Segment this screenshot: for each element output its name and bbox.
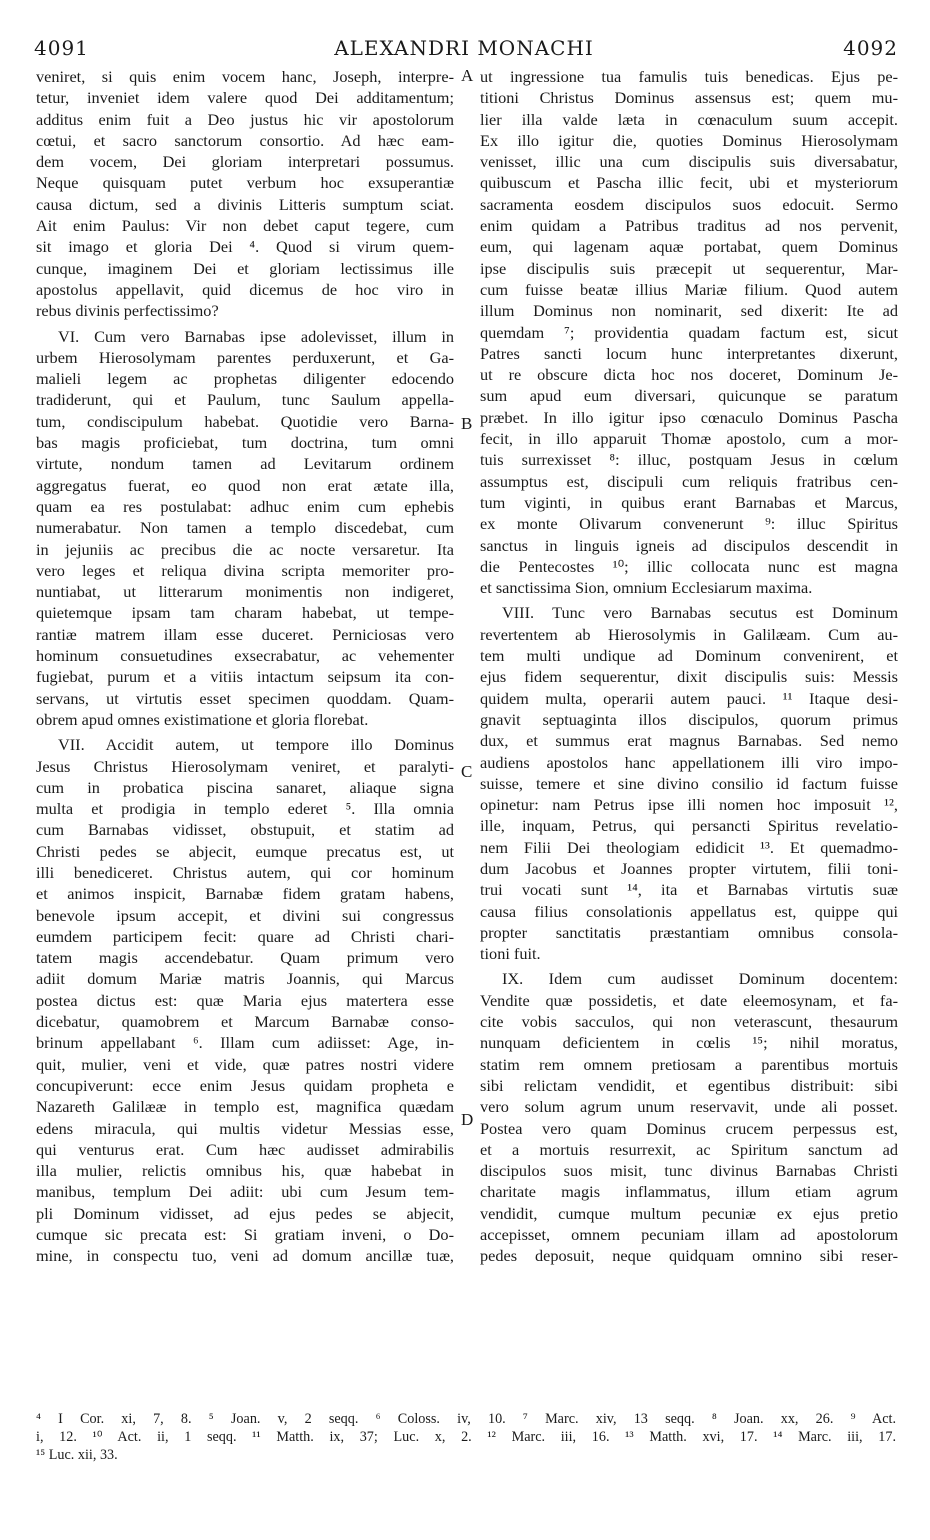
page-number-left: 4091	[34, 36, 89, 60]
page-number-right: 4092	[843, 36, 898, 60]
text-line: dem vocem, Dei gloriam interpretari possumus.	[36, 152, 454, 172]
text-line: adiit domum Mariæ matris Joannis, qui Marcus	[36, 969, 454, 989]
text-line: præbet. In illo igitur ipso cœnaculo Dominus Pascha	[480, 407, 898, 427]
text-line: tem multi undique ad Dominum convenirent, et	[480, 646, 898, 666]
text-line: Ait enim Paulus: Vir non debet caput tegere, cum	[36, 216, 454, 236]
text-line: sum apud eum diversari, quicunque se paratum	[480, 386, 898, 406]
footnote-line: i, 12. ¹⁰ Act. ii, 1 seqq. ¹¹ Matth. ix, 37; Luc. x, 2. ¹² Marc. iii, 16. ¹³ Matth. xvi, 17. ¹⁴ Marc. iii, 17.	[36, 1429, 896, 1445]
text-line: Postea vero quam Dominus crucem perpessus est,	[480, 1118, 898, 1138]
text-line: audiens apostolos hanc appellationem illi viro impo-	[480, 752, 898, 772]
left-column	[36, 66, 454, 1267]
text-line: brinum appellabant ⁶. Illam cum adiisset: Age, in-	[36, 1033, 454, 1053]
text-line: mine, in conspectu tuo, veni ad domum ancillæ tuæ,	[36, 1246, 454, 1266]
text-line: VI. Cum vero Barnabas ipse adolevisset, illum in	[58, 326, 454, 346]
footnote-line: ⁴ I Cor. xi, 7, 8. ⁵ Joan. v, 2 seqq. ⁶ Coloss. iv, 10. ⁷ Marc. xiv, 13 seqq. ⁸ Joan. xx, 26. ⁹ Act.	[36, 1411, 896, 1427]
text-line: veniret, si quis enim vocem hanc, Joseph, interpre-	[36, 67, 454, 86]
margin-marker-a: A	[461, 66, 474, 85]
text-line: ille, inquam, Petrus, qui persancti Spiritus revelatio-	[480, 816, 898, 836]
text-line: pli Dominum vidisset, ad ejus pedes se abjecit,	[36, 1203, 454, 1223]
text-line: concupiverunt: ecce enim Jesus quidam propheta e	[36, 1075, 454, 1095]
text-line: tuis surrexisset ⁸: illuc, postquam Jesus in cœlum	[480, 450, 898, 470]
text-line: Christi pedes se abjecit, eumque precatus est, ut	[36, 841, 454, 861]
text-line: Ex illo igitur die, quoties Dominus Hierosolymam	[480, 130, 898, 150]
text-line: IX. Idem cum audisset Dominum docentem:	[502, 969, 898, 989]
text-line: additus enim fuit a Deo justus hic vir apostolorum	[36, 109, 454, 129]
text-line: sanctus in linguis igneis ad discipulos descendit in	[480, 535, 898, 555]
text-line: enim quidam a Patribus traditus ad nos pervenit,	[480, 216, 898, 236]
text-line: sibi relictam vendidit, et egentibus distribuit: sibi	[480, 1075, 898, 1095]
text-line: quidem multa, operarii autem pauci. ¹¹ Itaque desi-	[480, 688, 898, 708]
text-line: dicebatur, quamobrem et Marcum Barnabæ conso-	[36, 1012, 454, 1032]
text-line: aggregatus fuerat, eo quod non erat ætate illa,	[36, 475, 454, 495]
text-line: ex monte Olivarum convenerunt ⁹: illuc Spiritus	[480, 514, 898, 534]
text-line: gnavit septuaginta illos discipulos, quorum primus	[480, 709, 898, 729]
text-line: eum, qui lagenam aquæ portabat, quem Dominus	[480, 237, 898, 257]
text-line: Patres sancti locum hunc interpretantes dixerunt,	[480, 343, 898, 363]
text-line: tatem magis accendebatur. Quam primum vero	[36, 948, 454, 968]
text-line: fugiebat, purum et a vitiis intactum seipsum ita con-	[36, 667, 454, 687]
text-line: ut ingressione tua famulis tuis benedicas. Ejus pe-	[480, 67, 898, 86]
text-line: numerabatur. Non tamen a templo discedebat, cum	[36, 518, 454, 538]
text-line: quietemque ipsam tam charam habebat, ut tempe-	[36, 603, 454, 623]
text-line: obrem apud omnes existimatione et gloria florebat.	[36, 709, 369, 729]
text-line: suisse, temere et sine divino consilio id factum fuisse	[480, 773, 898, 793]
text-line: illa mulier, relictis omnibus his, quæ habebat in	[36, 1161, 454, 1181]
text-line: et animos inspicit, Barnabæ fidem gratam habens,	[36, 884, 454, 904]
text-line: Vendite quæ possidetis, et date eleemosynam, et fa-	[480, 990, 898, 1010]
text-line: cite vobis sacculos, qui non veterascunt, thesaurum	[480, 1012, 898, 1032]
text-line: accepisset, omnem pecuniam illam ad apostolorum	[480, 1225, 898, 1245]
text-line: cum fuisse beatæ illius Mariæ filium. Quod autem	[480, 279, 898, 299]
text-line: ipse discipulis suis præcepit ut sequerentur, Mar-	[480, 258, 898, 278]
running-header	[34, 36, 898, 62]
text-line: Nazareth Galilææ in templo est, magnifica quædam	[36, 1097, 454, 1117]
text-line: illi benediceret. Christus autem, qui cor hominum	[36, 862, 454, 882]
text-line: cum in probatica piscina sanaret, aliaque signa	[36, 777, 454, 797]
text-line: cum Barnabas vidisset, obstupuit, et statim ad	[36, 820, 454, 840]
text-line: revertentem ab Hierosolymis in Galilæam. Cum au-	[480, 624, 898, 644]
text-line: illum Dominus non nominarit, sed dixerit: Ite ad	[480, 301, 898, 321]
text-line: lier illa valde læta in cœnaculum suum accepit.	[480, 109, 898, 129]
text-line: tradiderunt, qui et Paulum, tunc Saulum appella-	[36, 390, 454, 410]
text-line: pedes deposuit, neque quidquam omnino sibi reser-	[480, 1246, 898, 1266]
text-line: quibuscum et Pascha illic fecit, ubi et mysteriorum	[480, 173, 898, 193]
text-line: quam ea res postulabat: adhuc enim cum ephebis	[36, 496, 454, 516]
text-line: bas magis proficiebat, tum doctrina, tum omni	[36, 433, 454, 453]
text-line: cumque sic precata est: Si gratiam inveni, o Do-	[36, 1225, 454, 1245]
running-title: ALEXANDRI MONACHI	[334, 36, 594, 60]
text-line: assumptus est, discipuli cum reliquis fratribus cen-	[480, 471, 898, 491]
text-line: multa et prodigia in templo ederet ⁵. Illa omnia	[36, 799, 454, 819]
text-line: urbem Hierosolymam parentes perduxerunt, et Ga-	[36, 347, 454, 367]
text-line: ejus fidem sequerentur, dixit discipulis suis: Messis	[480, 667, 898, 687]
text-line: quit, mulier, veni et vide, quæ patres nostri videre	[36, 1054, 454, 1074]
text-line: dum Jacobus et Joannes propter virtutem, filii toni-	[480, 858, 898, 878]
text-line: nem Filii Dei theologiam edidicit ¹³. Et quemadmo-	[480, 837, 898, 857]
text-line: cunque, imaginem Dei et gloriam lectissimus ille	[36, 258, 454, 278]
text-line: VIII. Tunc vero Barnabas secutus est Dominum	[502, 603, 898, 623]
text-line: charitate magis inflammatus, illum etiam agrum	[480, 1182, 898, 1202]
text-line: fecit, in illo apparuit Thomæ apostolo, cum a mor-	[480, 429, 898, 449]
text-line: quemdam ⁷; providentia quadam factum est, sicut	[480, 322, 898, 342]
text-line: opinetur: nam Petrus ipse illi nomen hoc imposuit ¹²,	[480, 795, 898, 815]
text-line: edens miracula, qui multis videtur Messias esse,	[36, 1118, 454, 1138]
text-line: manibus, templum Dei adiit: ubi cum Jesum tem-	[36, 1182, 454, 1202]
text-line: VII. Accidit autem, ut tempore illo Dominus	[58, 735, 454, 755]
text-line: cœtui, et sacro sanctorum consortio. Ad hæc eam-	[36, 130, 454, 150]
text-line: die Pentecostes ¹⁰; illic collocata nunc est magna	[480, 556, 898, 576]
text-line: et a mortuis resurrexit, ac Spiritum sanctum ad	[480, 1139, 898, 1159]
text-line: hominum consuetudines exsecrabatur, ac vehementer	[36, 646, 454, 666]
text-line: nunquam deficientem in cœlis ¹⁵; nihil moratus,	[480, 1033, 898, 1053]
text-line: vero solum agrum unum reservavit, unde ali posset.	[480, 1097, 898, 1117]
text-line: malieli legem ac prophetas diligenter edocendo	[36, 369, 454, 389]
text-line: qui venturus erat. Cum hæc audisset admirabilis	[36, 1139, 454, 1159]
text-line: tum viginti, in quibus erant Barnabas et Marcus,	[480, 492, 898, 512]
text-line: tum, condiscipulum habebat. Quotidie vero Barna-	[36, 411, 454, 431]
text-line: tioni fuit.	[480, 944, 541, 964]
text-line: sit imago et gloria Dei ⁴. Quod si virum quem-	[36, 237, 454, 257]
text-line: eumdem participem fecit: quare ad Christi chari-	[36, 926, 454, 946]
text-line: virtute, nondum tamen ad Levitarum ordinem	[36, 454, 454, 474]
text-line: titioni Christus Dominus assensus est; quem mu-	[480, 88, 898, 108]
text-line: ut re obscure dicta hoc nos doceret, Dominum Je-	[480, 365, 898, 385]
text-line: rebus divinis perfectissimo?	[36, 301, 219, 321]
text-line: tetur, inveniet idem valere quod Dei additamentum;	[36, 88, 454, 108]
footnotes	[36, 1410, 896, 1464]
text-line: Jesus Christus Hierosolymam veniret, et paralyti-	[36, 756, 454, 776]
margin-marker-d: D	[461, 1110, 474, 1129]
text-line: venisset, illic una cum discipulis suis diversabatur,	[480, 152, 898, 172]
margin-marker-b: B	[461, 414, 473, 433]
text-line: dux, et summus erat magnus Barnabas. Sed nemo	[480, 731, 898, 751]
text-line: apostolus appellavit, quid dicemus de hoc viro in	[36, 279, 454, 299]
margin-marker-c: C	[461, 762, 473, 781]
text-line: propter sanctitatis præstantiam omnibus consola-	[480, 922, 898, 942]
text-line: servans, ut virtutis esset specimen quoddam. Quam-	[36, 688, 454, 708]
text-line: causa filius consolationis appellatus est, quippe qui	[480, 901, 898, 921]
text-line: Neque quisquam putet verbum hoc exsuperantiæ	[36, 173, 454, 193]
text-line: nuntiabat, ut litterarum monimentis non indigeret,	[36, 582, 454, 602]
right-column	[480, 66, 898, 1267]
text-line: et sanctissima Sion, omnium Ecclesiarum maxima.	[480, 578, 813, 598]
text-line: sacramenta eosdem discipulos suos edocuit. Sermo	[480, 194, 898, 214]
footnote-line: ¹⁵ Luc. xii, 33.	[36, 1447, 118, 1463]
text-line: trui vocati sunt ¹⁴, ita et Barnabas virtutis suæ	[480, 880, 898, 900]
text-line: statim rem omnem pretiosam a parentibus mortuis	[480, 1054, 898, 1074]
text-line: vero leges et reliqua divina scripta memoriter pro-	[36, 560, 454, 580]
text-line: vendidit, cumque multum pecuniæ ex ejus pretio	[480, 1203, 898, 1223]
text-line: discipulos suos misit, tunc divinus Barnabas Christi	[480, 1161, 898, 1181]
text-line: benevole ipsum accepit, et divini sui congressus	[36, 905, 454, 925]
text-line: rantiæ matrem illam esse duceret. Perniciosas vero	[36, 624, 454, 644]
text-line: postea dictus est: quæ Maria ejus matertera esse	[36, 990, 454, 1010]
text-line: causa dictum, sed a divinis Litteris sumptum sciat.	[36, 194, 454, 214]
text-line: in jejuniis ac precibus die ac nocte versaretur. Ita	[36, 539, 454, 559]
